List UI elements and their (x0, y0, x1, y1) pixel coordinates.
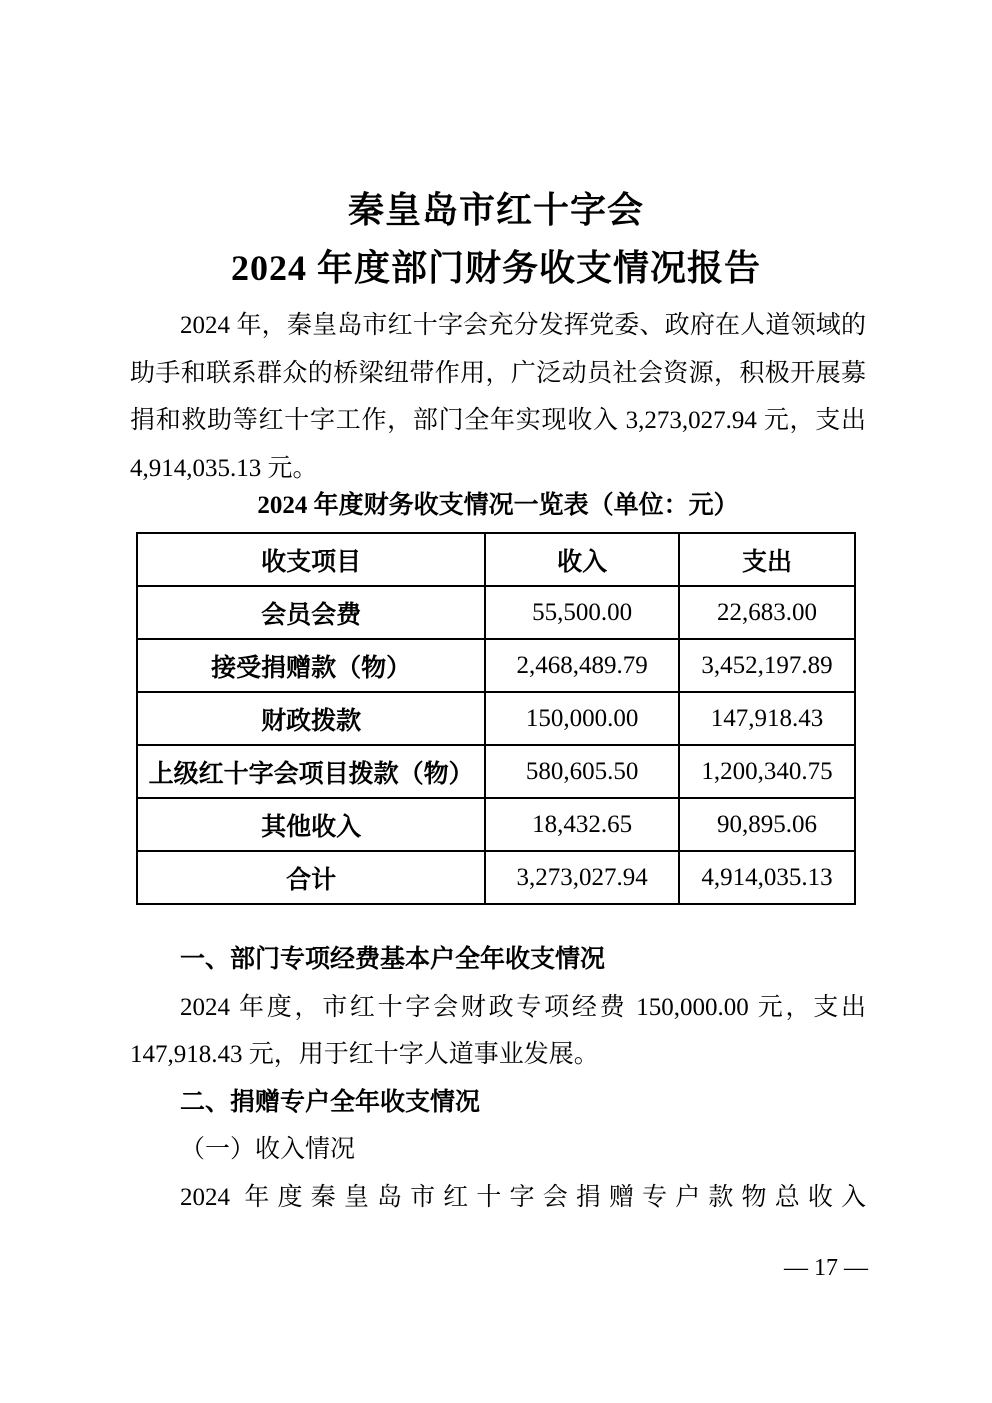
row-label: 其他收入 (137, 798, 485, 851)
table-header-expense: 支出 (679, 533, 855, 586)
row-expense: 147,918.43 (679, 692, 855, 745)
page-number: — 17 — (784, 1255, 868, 1281)
row-income: 55,500.00 (485, 586, 679, 639)
section-2-subheading: （一）收入情况 (180, 1136, 356, 1163)
table-header-income: 收入 (485, 533, 679, 586)
row-label: 会员会费 (137, 586, 485, 639)
table-row (137, 692, 855, 745)
row-income: 2,468,489.79 (485, 639, 679, 692)
row-label: 接受捐赠款（物） (137, 639, 485, 692)
table-row (137, 639, 855, 692)
document-title-block (0, 181, 992, 297)
row-label: 财政拨款 (137, 692, 485, 745)
section-1-paragraph: 2024 年度，市红十字会财政专项经费 150,000.00 元，支出 147,918.43 元，用于红十字人道事业发展。 (130, 993, 866, 1068)
table-title: 2024 年度财务收支情况一览表（单位：元） (257, 492, 739, 519)
table-header-row (137, 533, 855, 586)
row-income: 580,605.50 (485, 745, 679, 798)
row-income: 150,000.00 (485, 692, 679, 745)
row-label: 上级红十字会项目拨款（物） (137, 745, 485, 798)
table-header-item: 收支项目 (137, 533, 485, 586)
table-row (137, 798, 855, 851)
table-row (137, 586, 855, 639)
section-2-first-line: 2024 年度秦皇岛市红十字会捐赠专户款物总收入 (180, 1183, 866, 1211)
table-row-total (137, 851, 855, 904)
row-expense: 22,683.00 (679, 586, 855, 639)
table-row (137, 745, 855, 798)
section-2-heading: 二、捐赠专户全年收支情况 (180, 1088, 481, 1116)
section-1-heading: 一、部门专项经费基本户全年收支情况 (180, 946, 606, 973)
lower-sections (130, 936, 866, 1221)
row-expense: 3,452,197.89 (679, 639, 855, 692)
document-title-line2: 2024 年度部门财务收支情况报告 (230, 248, 761, 288)
finance-table (136, 532, 856, 905)
row-expense: 90,895.06 (679, 798, 855, 851)
row-expense-total: 4,914,035.13 (679, 851, 855, 904)
row-expense: 1,200,340.75 (679, 745, 855, 798)
row-income: 18,432.65 (485, 798, 679, 851)
intro-paragraph: 2024 年，秦皇岛市红十字会充分发挥党委、政府在人道领域的助手和联系群众的桥梁纽带作用，广泛动员社会资源，积极开展募捐和救助等红十字工作，部门全年实现收入 3,273,027.94 元，支出 4,914,035.13 元。 (130, 312, 866, 482)
row-income-total: 3,273,027.94 (485, 851, 679, 904)
document-title-line1: 秦皇岛市红十字会 (347, 190, 644, 230)
row-label-total: 合计 (137, 851, 485, 904)
